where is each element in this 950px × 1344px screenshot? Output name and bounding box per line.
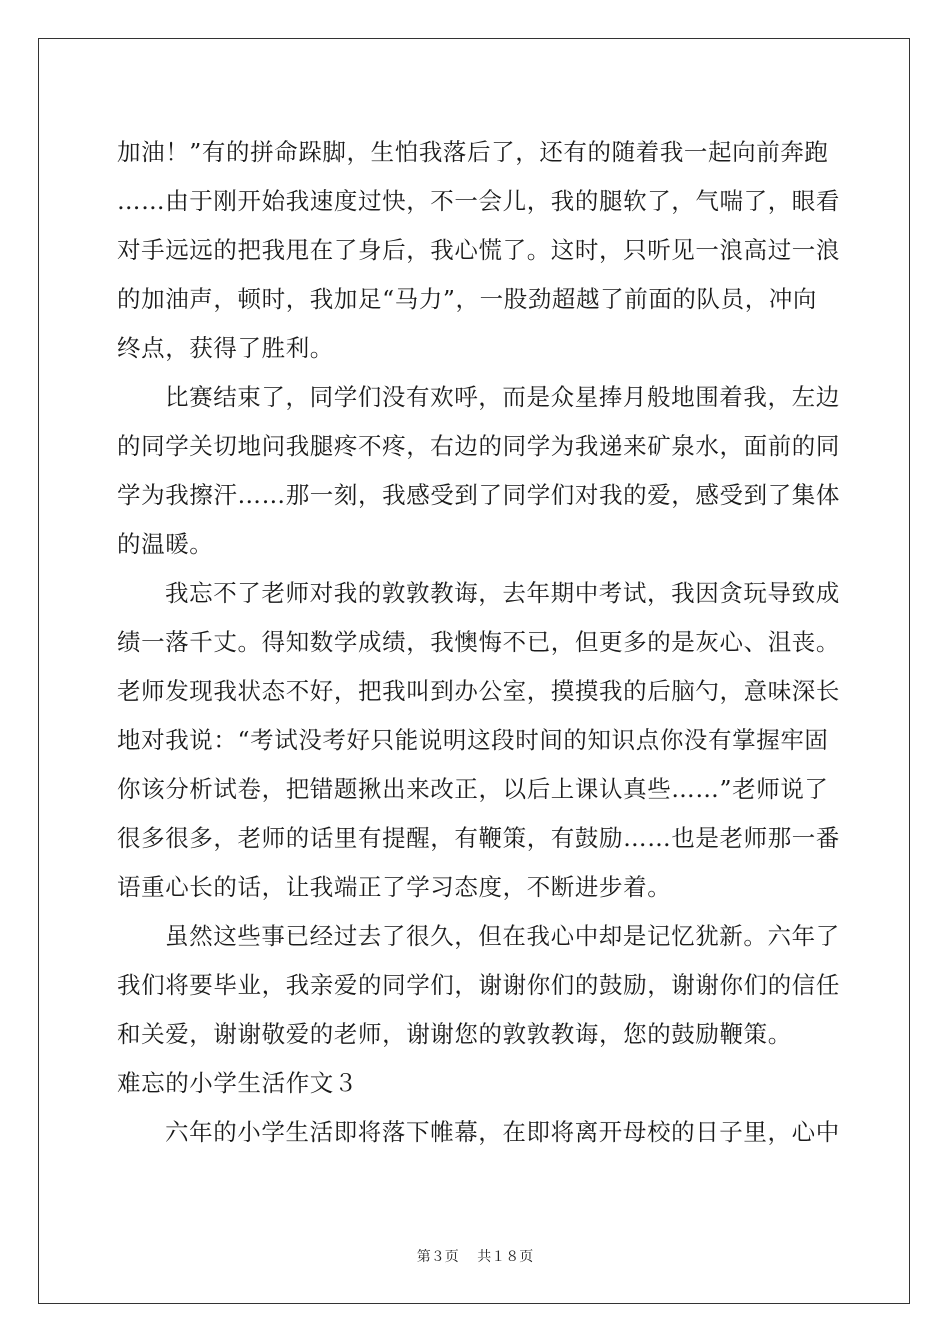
document-body (117, 128, 840, 1157)
text-line: 语重心长的话，让我端正了学习态度，不断进步着。 (117, 873, 672, 901)
text-line: 加油！”有的拼命跺脚，生怕我落后了，还有的随着我一起向前奔跑 (117, 138, 829, 166)
text-line: 的加油声，顿时，我加足“马力”，一股劲超越了前面的队员，冲向 (117, 285, 818, 313)
page-total: 共１８页 (477, 1249, 534, 1265)
text-line: 老师发现我状态不好，把我叫到办公室，摸摸我的后脑勺，意味深长 (117, 677, 840, 705)
text-line: 和关爱，谢谢敬爱的老师，谢谢您的敦敦教诲，您的鼓励鞭策。 (117, 1020, 792, 1048)
text-line: 的温暖。 (117, 530, 214, 558)
text-line: 我们将要毕业，我亲爱的同学们，谢谢你们的鼓励，谢谢你们的信任 (117, 971, 840, 999)
text-line: 绩一落千丈。得知数学成绩，我懊悔不已，但更多的是灰心、沮丧。 (117, 628, 840, 656)
text-line: 难忘的小学生活作文３ (117, 1069, 358, 1097)
text-line: 很多很多，老师的话里有提醒，有鞭策，有鼓励……也是老师那一番 (117, 824, 840, 852)
text-line: 对手远远的把我甩在了身后，我心慌了。这时，只听见一浪高过一浪 (117, 236, 840, 264)
text-line: 比赛结束了，同学们没有欢呼，而是众星捧月般地围着我，左边 (165, 383, 840, 411)
page-number: 第３页 (416, 1249, 459, 1265)
text-line: 终点，获得了胜利。 (117, 334, 334, 362)
page-footer (0, 1246, 950, 1266)
text-line: 的同学关切地问我腿疼不疼，右边的同学为我递来矿泉水，面前的同 (117, 432, 840, 460)
text-line: 你该分析试卷，把错题揪出来改正，以后上课认真些……”老师说了 (117, 775, 829, 803)
text-line: 学为我擦汗……那一刻，我感受到了同学们对我的爱，感受到了集体 (117, 481, 840, 509)
text-line: 虽然这些事已经过去了很久，但在我心中却是记忆犹新。六年了 (165, 922, 840, 950)
text-line: 地对我说：“考试没考好只能说明这段时间的知识点你没有掌握牢固 (117, 726, 829, 754)
text-line: 六年的小学生活即将落下帷幕，在即将离开母校的日子里，心中 (165, 1118, 840, 1146)
text-line: 我忘不了老师对我的敦敦教诲，去年期中考试，我因贪玩导致成 (165, 579, 840, 607)
text-line: ……由于刚开始我速度过快，不一会儿，我的腿软了，气喘了，眼看 (117, 187, 840, 215)
